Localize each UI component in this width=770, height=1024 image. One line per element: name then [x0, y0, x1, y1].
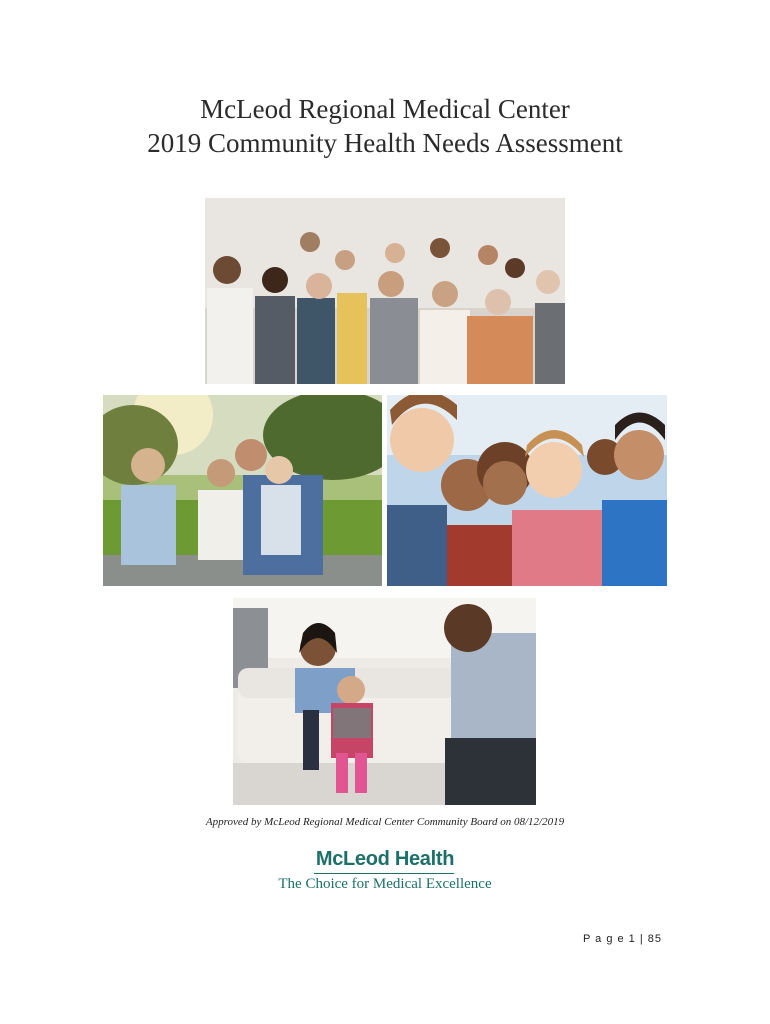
photo-kids-smiling	[387, 395, 667, 586]
approval-caption: Approved by McLeod Regional Medical Center Community Board on 08/12/2019	[205, 816, 565, 828]
photo-family-picnic	[103, 395, 382, 586]
logo-divider	[314, 873, 454, 874]
logo-tagline: The Choice for Medical Excellence	[278, 876, 492, 892]
title-line-2: 2019 Community Health Needs Assessment	[147, 128, 623, 158]
document-title	[0, 92, 770, 160]
page-number: P a g e 1 | 85	[582, 933, 662, 945]
mcleod-health-logo: McLeod Health	[315, 848, 455, 870]
photo-community-group	[205, 198, 565, 384]
title-line-1: McLeod Regional Medical Center	[200, 94, 570, 124]
photo-toddler-walking	[233, 598, 536, 805]
